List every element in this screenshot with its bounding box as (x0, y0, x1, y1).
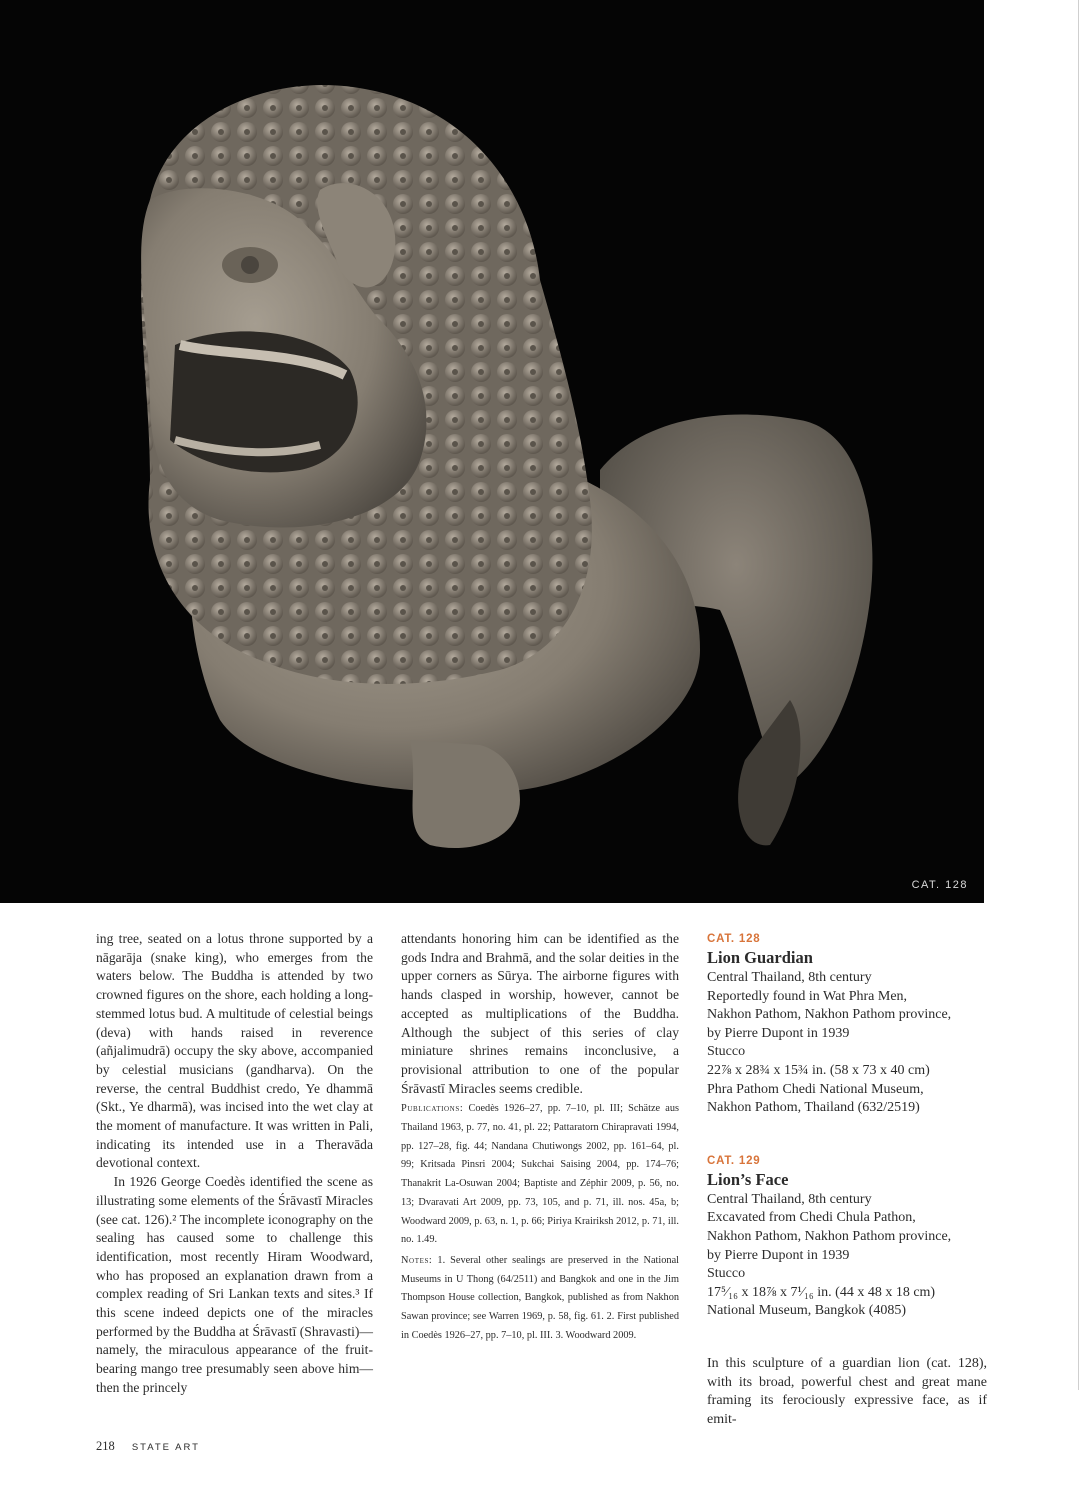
entry-title: Lion Guardian (707, 948, 813, 967)
entry-line: Nakhon Pathom, Thailand (632/2519) (707, 1100, 920, 1116)
publications-text: Coedès 1926–27, pp. 7–10, pl. III; Schätze aus Thailand 1963, p. 77, no. 41, pl. 22; Pattaratorn Chirapravati 1994, pp. 127–28, fig. 44; Nandana Chutiwongs 2002, pp. 161–64, pl. 99; Kritsada Pinsri 2004; Sukchai Saising 2004, pp. 174–76; Thanakrit La-Osuwan 2004; Baptiste and Zéphir 2009, p. 56, no. 13; Dvaravati Art 2009, pp. 73, 105, and p. 71, ill. nos. 45a, b; Woodward 2009, p. 63, n. 1, p. 66; Piriya Krairiksh 2012, p. 71, ill. no. 1.49. (401, 1103, 679, 1246)
entry-line: 17⁵⁄₁₆ x 18⅞ x 7¹⁄₁₆ in. (44 x 48 x 18 cm) (707, 1284, 936, 1300)
page-footer (96, 1439, 200, 1454)
photo-caption: CAT. 128 (911, 879, 968, 891)
body-column-1 (96, 930, 373, 1398)
notes-text: 1. Several other sealings are preserved in the National Museums in U Thong (64/2511) and Bangkok and one in the Jim Thompson House collection, Bangkok, published as from Nakhon Sawan province; see Warren 1969, p. 58, fig. 61. 2. First published in Coedès 1926–27, pp. 7–10, pl. III. 3. Woodward 2009. (401, 1254, 679, 1341)
notes (401, 1252, 679, 1346)
entry-title: Lion’s Face (707, 1169, 789, 1189)
margin-rule (1078, 0, 1079, 1390)
entry-line: National Museum, Bangkok (4085) (707, 1303, 907, 1319)
body-column-2 (401, 930, 679, 1345)
running-head: STATE ART (131, 1442, 200, 1453)
cat-number: CAT. 129 (707, 1154, 761, 1167)
catalogue-entry-128 (707, 930, 987, 1118)
paragraph: In 1926 George Coedès identified the scene as illustrating some elements of the Śrāvastī Miracles (see cat. 126).² The incomplete iconography on the sealing has caused some to challenge this identification, most recently Hiram Woodward, who has proposed an explanation drawn from a complex reading of Sri Lankan texts and sites.³ If this scene indeed depicts one of the miracles performed by the Buddha at Śrāvastī (Shravasti)—namely, the miraculous appearance of the fruit-bearing mango tree presumably seen above him—then the princely (96, 1174, 373, 1395)
page-number: 218 (96, 1439, 115, 1453)
entry-line: Excavated from Chedi Chula Pathon, (707, 1210, 916, 1226)
entry-line: Stucco (707, 1266, 746, 1282)
entry-line: Phra Pathom Chedi National Museum, (707, 1081, 924, 1097)
entry-line: Stucco (707, 1044, 746, 1060)
entry-line: Nakhon Pathom, Nakhon Pathom province, (707, 1228, 952, 1244)
paragraph: ing tree, seated on a lotus throne supported by a nāgarāja (snake king), who emerges from the waters below. The Buddha is attended by two crowned figures on the shore, each holding a long-stemmed lotus bud. A multitude of celestial beings (deva) with hands raised in reverence (añjalimudrā) occupy the sky above, accompanied by celestial musicians (gandharva). On the reverse, the central Buddhist credo, Ye dhammā (Skt., Ye dharmā), was incised into the wet clay at the moment of manufacture. It was written in Pali, indicating its intended use in a Theravāda devotional context. (96, 931, 373, 1171)
entry-line: Reportedly found in Wat Phra Men, (707, 988, 908, 1004)
paragraph: attendants honoring him can be identified as the gods Indra and Brahmā, and the solar deities in the upper corners as Sūrya. The airborne figures with hands clasped in worship, however, cannot be accepted as multiplications of the Buddha. Although the subject of this series of clay miniature shrines remains inconclusive, a provisional attribution to one of the popular Śrāvastī Miracles seems credible. (401, 931, 679, 1096)
entry-line: Central Thailand, 8th century (707, 1191, 872, 1207)
catalogue-column (707, 930, 987, 1443)
publications (401, 1100, 679, 1250)
notes-label: Notes: (401, 1254, 433, 1266)
paragraph: In this sculpture of a guardian lion (cat. 128), with its broad, powerful chest and great mane framing its ferociously expressive face, as if emit- (707, 1355, 987, 1427)
publications-label: Publications: (401, 1103, 464, 1115)
entry-line: Nakhon Pathom, Nakhon Pathom province, (707, 1007, 952, 1023)
cat-number: CAT. 128 (707, 933, 761, 945)
entry-line: Central Thailand, 8th century (707, 970, 872, 985)
entry-line: by Pierre Dupont in 1939 (707, 1025, 850, 1041)
entry-line: by Pierre Dupont in 1939 (707, 1247, 850, 1263)
entry-line: 22⅞ x 28¾ x 15¾ in. (58 x 73 x 40 cm) (707, 1062, 930, 1078)
catalogue-entry-129 (707, 1152, 987, 1321)
